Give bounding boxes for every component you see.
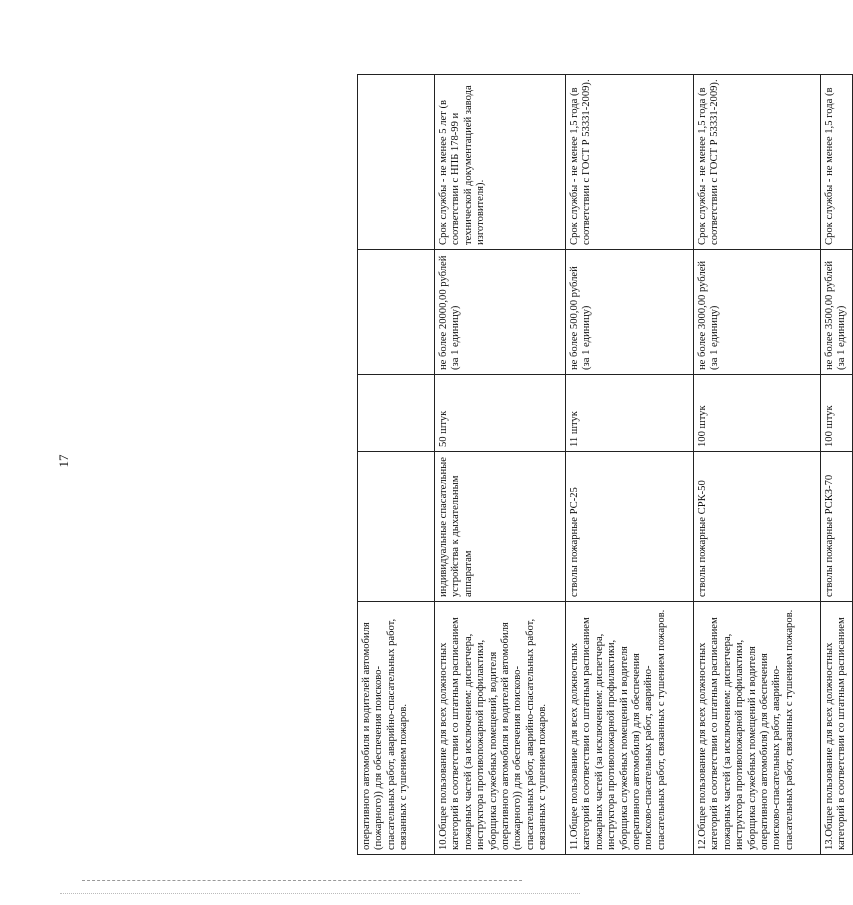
table-cell-quantity: 50 штук [435,375,566,452]
table-cell-service-life: Срок службы - не менее 5 лет (в соответствии с НПБ 178-99 и технической документацией завода изготовителя). [435,75,566,250]
table-cell-price [358,250,435,375]
table-cell-price: не более 20000,00 рублей (за 1 единицу) [435,250,566,375]
table-cell-service-life: Срок службы - не менее 1,5 года (в [821,75,853,250]
table-cell-service-life [358,75,435,250]
table-row [566,75,694,855]
table-cell-price: не более 500,00 рублей (за 1 единицу) [566,250,694,375]
scan-artifact-line [60,893,580,900]
table-cell-purpose: оперативного автомобиля и водителей автомобиля (пожарного)) для обеспечения поисково-спасательных работ, аварийно-спасательных работ, связанных с тушением пожаров. [358,602,435,855]
table-cell-item: стволы пожарные РСКЗ-70 [821,452,853,602]
table-cell-item: стволы пожарные РС-25 [566,452,694,602]
table-cell-purpose: 11.Общее пользование для всех должностных категорий в соответствии со штатным расписанием пожарных частей (за исключением: диспетчера, инструктора противопожарной профилактики, уборщика служебных помещений и водителя оперативного автомобиля) для обеспечения поисково-спасательных работ, аварийно-спасательных работ, связанных с тушением пожаров. [566,602,694,855]
table-cell-price: не более 3000,00 рублей (за 1 единицу) [694,250,821,375]
table-cell-purpose: 10.Общее пользование для всех должностных категорий в соответствии со штатным расписанием пожарных частей (за исключением: диспетчера, инструктора противопожарной профилактики, уборщика служебных помещений, водителя оперативного автомобиля и водителей автомобиля (пожарного)) для обеспечения поисково-спасательных работ, аварийно-спасательных работ, связанных с тушением пожаров. [435,602,566,855]
table-row [821,75,853,855]
table-cell-quantity: 11 штук [566,375,694,452]
page-number: 17 [56,454,71,468]
table-cell-service-life: Срок службы - не менее 1,5 года (в соответствии с ГОСТ Р 53331-2009). [694,75,821,250]
page-edge-line [82,880,522,881]
equipment-table [357,74,853,855]
table-cell-purpose: 12.Общее пользование для всех должностных категорий в соответствии со штатным расписанием пожарных частей (за исключением: диспетчера, инструктора противопожарной профилактики, уборщика служебных помещений и водителя оперативного автомобиля) для обеспечения поисково-спасательных работ, аварийно-спасательных работ, связанных с тушением пожаров. [694,602,821,855]
table-cell-service-life: Срок службы - не менее 1,5 года (в соответствии с ГОСТ Р 53331-2009). [566,75,694,250]
table-cell-price: не более 3500,00 рублей (за 1 единицу) [821,250,853,375]
table-row [435,75,566,855]
rotated-table-frame [357,75,848,855]
table-cell-quantity: 100 штук [694,375,821,452]
table-row [358,75,435,855]
table-cell-item: индивидуальные спасательные устройства к дыхательным аппаратам [435,452,566,602]
table-cell-quantity [358,375,435,452]
table-cell-item [358,452,435,602]
table-cell-quantity: 100 штук [821,375,853,452]
table-row [694,75,821,855]
table-cell-item: стволы пожарные СРК-50 [694,452,821,602]
table-cell-purpose: 13.Общее пользование для всех должностных категорий в соответствии со штатным расписанием [821,602,853,855]
